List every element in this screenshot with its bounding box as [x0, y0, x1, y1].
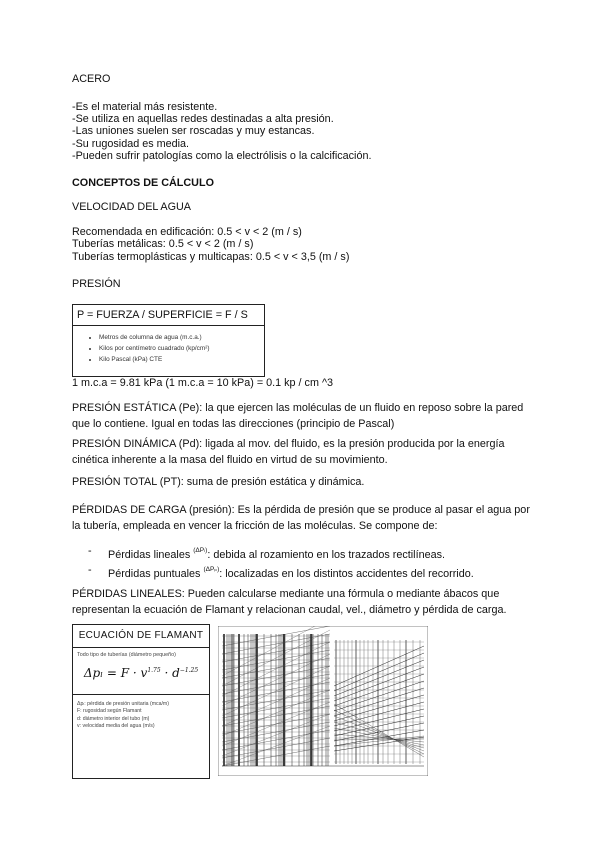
flamant-equation: $\Delta p_l = F \cdot v^{1.75} \cdot d^{-1.25}$ [83, 666, 199, 680]
presion-unit-kpa: • Kilo Pascal (kPa) CTE [99, 354, 264, 365]
flamant-legend-line: d: diámetro interior del tubo (m) [77, 715, 150, 722]
flamant-box [72, 624, 210, 779]
conceptos-heading: CONCEPTOS DE CÁLCULO [72, 177, 214, 189]
velocidad-line-3: Tuberías termoplásticas y multicapas: 0.5 < v < 3,5 (m / s) [72, 251, 350, 263]
acero-line-3: -Las uniones suelen ser roscadas y muy estancas. [72, 125, 315, 137]
flamant-abacus-image [218, 626, 428, 776]
bullet-symbol: (ΔPₚ) [203, 566, 220, 573]
acero-line-4: -Su rugosidad es media. [72, 138, 190, 150]
flamant-legend-line: F: rugosidad según Flamant [77, 708, 142, 715]
flamant-legend-line: Δpₗ: pérdida de presión unitaria (mca/m) [77, 701, 169, 707]
presion-unit-mca: • Metros de columna de agua (m.c.a.) [99, 332, 264, 343]
flamant-title: ECUACIÓN DE FLAMANT [73, 625, 209, 648]
flamant-legend [73, 694, 209, 737]
flamant-subtitle: Todo tipo de tuberías (diámetro pequeño) [77, 652, 176, 658]
bullet-text: : debida al rozamiento en los trazados rectilíneas. [207, 549, 445, 561]
bullet-label: Pérdidas lineales [108, 549, 191, 561]
perdidas-lineales: PÉRDIDAS LINEALES: Pueden calcularse mediante una fórmula o mediante ábacos que representan la ecuación de Flamant y relacionan caudal, vel., diámetro y pérdida de carga. [72, 588, 507, 616]
velocidad-line-1: Recomendada en edificación: 0.5 < v < 2 (m / s) [72, 226, 302, 238]
flamant-legend-line: v: velocidad media del agua (m/s) [77, 723, 155, 730]
bullet-label: Pérdidas puntuales [108, 568, 201, 580]
presion-equivalence: 1 m.c.a = 9.81 kPa (1 m.c.a = 10 kPa) = 0.1 kp / cm ^3 [72, 377, 334, 389]
acero-line-1: -Es el material más resistente. [72, 101, 218, 113]
bullet-dash: - [88, 564, 92, 576]
perdidas-carga: PÉRDIDAS DE CARGA (presión): Es la pérdida de presión que se produce al pasar el agua por la tubería, empleada en vencer la fricción de las moléculas. Se compone de: [72, 504, 530, 532]
presion-dinamica: PRESIÓN DINÁMICA (Pd): ligada al mov. del fluido, es la presión producida por la energía cinética inherente a la masa del fluido en virtud de su movimiento. [72, 438, 505, 466]
presion-unit-kpcm2: • Kilos por centímetro cuadrado (kp/cm²) [99, 343, 264, 354]
presion-formula-box [72, 304, 265, 377]
presion-heading: PRESIÓN [72, 278, 121, 290]
bullet-text: : localizadas en los distintos accidentes del recorrido. [219, 568, 474, 580]
acero-line-5: -Pueden sufrir patologías como la electrólisis o la calcificación. [72, 150, 372, 162]
velocidad-line-2: Tuberías metálicas: 0.5 < v < 2 (m / s) [72, 238, 254, 250]
presion-estatica: PRESIÓN ESTÁTICA (Pe): la que ejercen las moléculas de un fluido en reposo sobre la pared que lo contiene. Igual en todas las direcciones (principio de Pascal) [72, 402, 524, 430]
bullet-dash: - [88, 545, 92, 557]
velocidad-heading: VELOCIDAD DEL AGUA [72, 201, 192, 213]
acero-heading: ACERO [72, 73, 111, 85]
bullet-symbol: (ΔPₗ) [193, 547, 208, 554]
presion-units-list [73, 332, 264, 365]
acero-line-2: -Se utiliza en aquellas redes destinadas a alta presión. [72, 113, 334, 125]
presion-formula: P = FUERZA / SUPERFICIE = F / S [73, 305, 264, 326]
presion-total: PRESIÓN TOTAL (PT): suma de presión estática y dinámica. [72, 476, 365, 488]
